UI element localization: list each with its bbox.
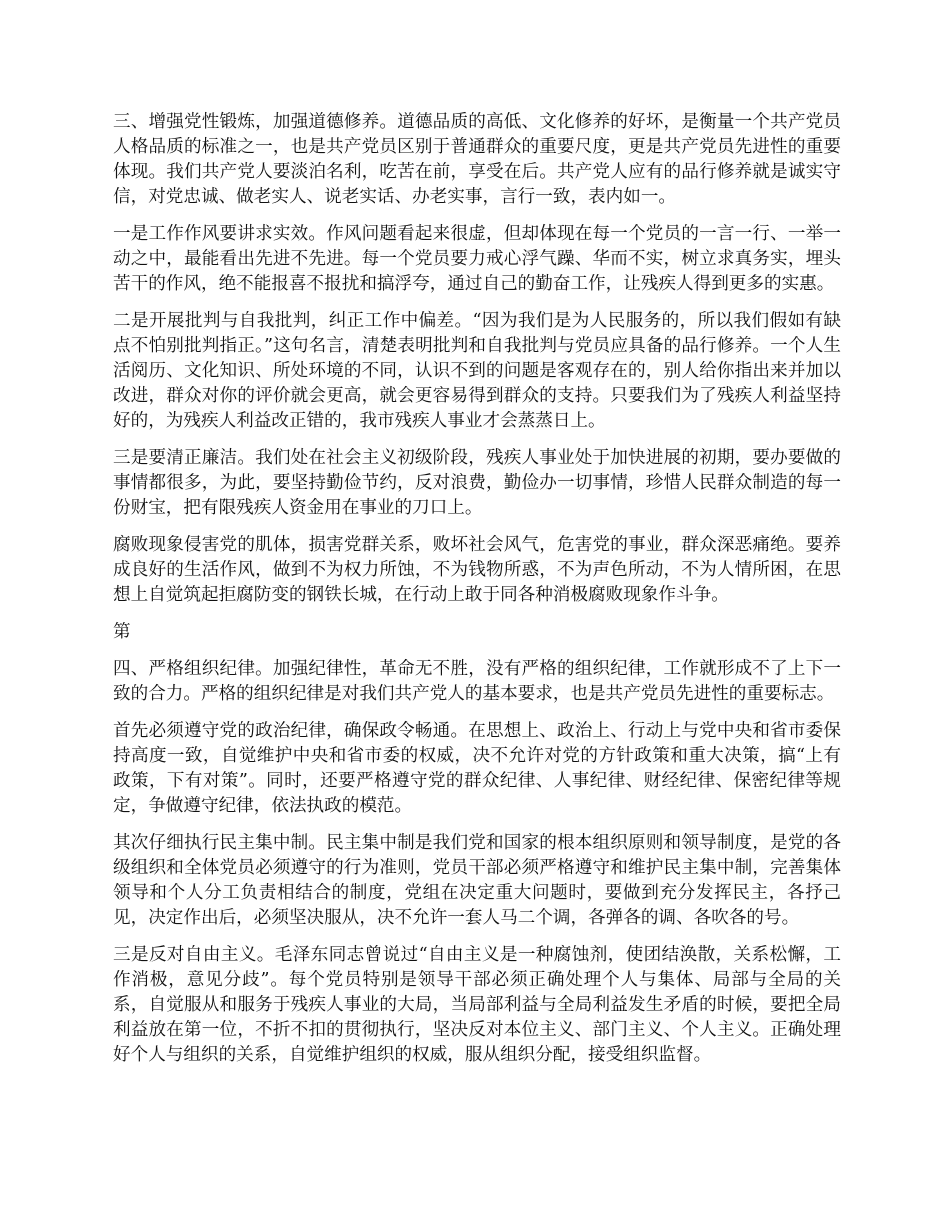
paragraph-integrity: 三是要清正廉洁。我们处在社会主义初级阶段，残疾人事业处于加快进展的初期，要办要做的事情都很多，为此，要坚持勤俭节约，反对浪费，勤俭办一切事情，珍惜人民群众制造的每一份财宝，把有限残疾人资金用在事业的刀口上。 [113,448,841,518]
paragraph-democratic-centralism: 其次仔细执行民主集中制。民主集中制是我们党和国家的根本组织原则和领导制度，是党的各级组织和全体党员必须遵守的行为准则，党员干部必须严格遵守和维护民主集中制，完善集体领导和个人分工负责相结合的制度，党组在决定重大问题时，要做到充分发挥民主，各抒己见，决定作出后，必须坚决服从，决不允许一套人马二个调，各弹各的调、各吹各的号。 [113,833,841,928]
paragraph-criticism: 二是开展批判与自我批判，纠正工作中偏差。“因为我们是为人民服务的，所以我们假如有缺点不怕别批判指正。”这句名言，清楚表明批判和自我批判与党员应具备的品行修养。一个人生活阅历、文化知识、所处环境的不同，认识不到的问题是客观存在的，别人给你指出来并加以改进，群众对你的评价就会更高，就会更容易得到群众的支持。只要我们为了残疾人利益坚持好的，为残疾人利益改正错的，我市残疾人事业才会蒸蒸日上。 [113,311,841,431]
paragraph-organizational-discipline: 四、严格组织纪律。加强纪律性，革命无不胜，没有严格的组织纪律，工作就形成不了上下一致的合力。严格的组织纪律是对我们共产党人的基本要求，也是共产党员先进性的重要标志。 [113,659,841,704]
paragraph-political-discipline: 首先必须遵守党的政治纪律，确保政令畅通。在思想上、政治上、行动上与党中央和省市委保持高度一致，自觉维护中央和省市委的权威，决不允许对党的方针政策和重大决策，搞“上有政策，下有对策”。同时，还要严格遵守党的群众纪律、人事纪律、财经纪律、保密纪律等规定，争做遵守纪律，依法执政的模范。 [113,721,841,816]
paragraph-anti-corruption: 腐败现象侵害党的肌体，损害党群关系，败坏社会风气，危害党的事业，群众深恶痛绝。要养成良好的生活作风，做到不为权力所蚀，不为钱物所惑，不为声色所动，不为人情所困，在思想上自觉筑起拒腐防变的钢铁长城，在行动上敢于同各种消极腐败现象作斗争。 [113,535,841,605]
paragraph-oppose-liberalism: 三是反对自由主义。毛泽东同志曾说过“自由主义是一种腐蚀剂，使团结涣散，关系松懈，工作消极，意见分歧”。每个党员特别是领导干部必须正确处理个人与集体、局部与全局的关系，自觉服从和服务于残疾人事业的大局，当局部利益与全局利益发生矛盾的时候，要把全局利益放在第一位，不折不扣的贯彻执行，坚决反对本位主义、部门主义、个人主义。正确处理好个人与组织的关系，自觉维护组织的权威，服从组织分配，接受组织监督。 [113,945,841,1065]
paragraph-strengthen-party-spirit: 三、增强党性锻炼，加强道德修养。道德品质的高低、文化修养的好坏，是衡量一个共产党员人格品质的标准之一，也是共产党员区别于普通群众的重要尺度，更是共产党员先进性的重要体现。我们共产党人要淡泊名利，吃苦在前，享受在后。共产党人应有的品行修养就是诚实守信，对党忠诚、做老实人、说老实话、办老实事，言行一致，表内如一。 [113,112,841,207]
document-page [113,110,841,1080]
paragraph-work-style: 一是工作作风要讲求实效。作风问题看起来很虚，但却体现在每一个党员的一言一行、一举一动之中，最能看出先进不先进。每一个党员要力戒心浮气躁、华而不实，树立求真务实，埋头苦干的作风，绝不能报喜不报扰和搞浮夸，通过自己的勤奋工作，让残疾人得到更多的实惠。 [113,224,841,294]
paragraph-fragment: 第 [113,622,131,642]
